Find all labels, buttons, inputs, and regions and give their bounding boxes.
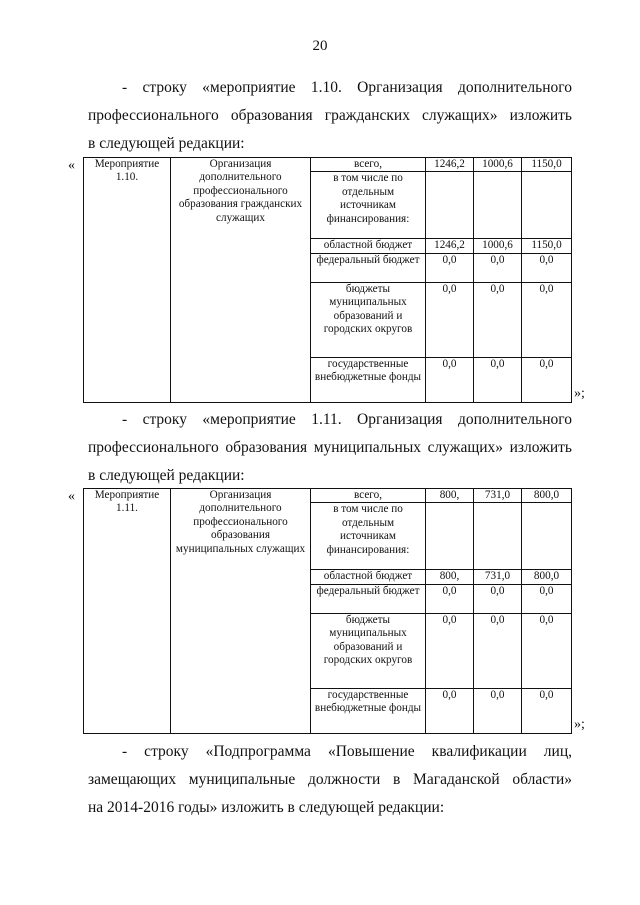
value-cell xyxy=(426,503,474,570)
source-label: федеральный бюджет xyxy=(311,584,426,613)
value-cell: 0,0 xyxy=(426,584,474,613)
source-label: в том числе по отдельным источникам финансирования: xyxy=(311,503,426,570)
value-cell: 1000,6 xyxy=(474,158,522,172)
value-cell: 800, xyxy=(426,570,474,584)
value-cell: 1150,0 xyxy=(522,239,572,253)
value-cell: 1246,2 xyxy=(426,158,474,172)
paragraph-line: замещающих муниципальные должности в Магаданской области» xyxy=(88,771,572,788)
value-cell: 0,0 xyxy=(426,357,474,402)
paragraph-3 xyxy=(88,738,572,822)
value-cell: 0,0 xyxy=(474,253,522,282)
value-cell: 1246,2 xyxy=(426,239,474,253)
source-label: в том числе по отдельным источникам финансирования: xyxy=(311,172,426,239)
source-label: областной бюджет xyxy=(311,570,426,584)
value-cell: 731,0 xyxy=(474,570,522,584)
value-cell: 1150,0 xyxy=(522,158,572,172)
source-label: всего, xyxy=(311,489,426,503)
value-cell: 731,0 xyxy=(474,489,522,503)
measure-name-cell: Организация дополнительного профессионального образования муниципальных служащих xyxy=(171,489,311,734)
paragraph-line: - строку «мероприятие 1.11. Организация дополнительного xyxy=(122,411,572,428)
measure-table-2 xyxy=(83,488,572,734)
opening-quote: « xyxy=(68,158,75,173)
value-cell: 800,0 xyxy=(522,570,572,584)
opening-quote: « xyxy=(68,489,75,504)
measure-name-cell: Организация дополнительного профессионального образования гражданских служащих xyxy=(171,158,311,403)
paragraph-line: - строку «Подпрограмма «Повышение квалификации лиц, xyxy=(122,743,572,760)
value-cell: 800,0 xyxy=(522,489,572,503)
value-cell: 0,0 xyxy=(522,357,572,402)
closing-quote: »; xyxy=(574,717,585,732)
value-cell: 0,0 xyxy=(426,253,474,282)
value-cell: 0,0 xyxy=(426,688,474,733)
value-cell xyxy=(522,172,572,239)
table-row xyxy=(84,489,572,503)
value-cell: 0,0 xyxy=(426,613,474,688)
paragraph-line: профессионального образования муниципальных служащих» изложить xyxy=(88,439,572,456)
value-cell: 0,0 xyxy=(474,688,522,733)
value-cell: 0,0 xyxy=(474,613,522,688)
source-label: бюджеты муниципальных образований и городских округов xyxy=(311,282,426,357)
paragraph-line: на 2014-2016 годы» изложить в следующей редакции: xyxy=(88,799,445,816)
value-cell: 0,0 xyxy=(522,613,572,688)
source-label: бюджеты муниципальных образований и городских округов xyxy=(311,613,426,688)
paragraph-1 xyxy=(88,74,572,158)
source-label: всего, xyxy=(311,158,426,172)
source-label: государственные внебюджетные фонды xyxy=(311,357,426,402)
value-cell: 0,0 xyxy=(522,584,572,613)
value-cell: 0,0 xyxy=(522,253,572,282)
paragraph-line: профессионального образования гражданских служащих» изложить xyxy=(88,107,572,124)
table-row xyxy=(84,158,572,172)
paragraph-line: в следующей редакции: xyxy=(88,135,245,152)
value-cell xyxy=(522,503,572,570)
value-cell xyxy=(426,172,474,239)
value-cell: 800, xyxy=(426,489,474,503)
value-cell: 0,0 xyxy=(474,584,522,613)
source-label: федеральный бюджет xyxy=(311,253,426,282)
value-cell xyxy=(474,503,522,570)
value-cell: 0,0 xyxy=(474,357,522,402)
measure-cell: Мероприятие 1.11. xyxy=(84,489,171,734)
page-number: 20 xyxy=(312,38,328,54)
paragraph-line: - строку «мероприятие 1.10. Организация дополнительного xyxy=(122,79,572,96)
measure-table-1 xyxy=(83,157,572,403)
source-label: областной бюджет xyxy=(311,239,426,253)
measure-cell: Мероприятие 1.10. xyxy=(84,158,171,403)
paragraph-2 xyxy=(88,406,572,490)
value-cell: 0,0 xyxy=(426,282,474,357)
value-cell xyxy=(474,172,522,239)
value-cell: 1000,6 xyxy=(474,239,522,253)
value-cell: 0,0 xyxy=(522,282,572,357)
value-cell: 0,0 xyxy=(522,688,572,733)
paragraph-line: в следующей редакции: xyxy=(88,467,245,484)
value-cell: 0,0 xyxy=(474,282,522,357)
closing-quote: »; xyxy=(574,386,585,401)
source-label: государственные внебюджетные фонды xyxy=(311,688,426,733)
